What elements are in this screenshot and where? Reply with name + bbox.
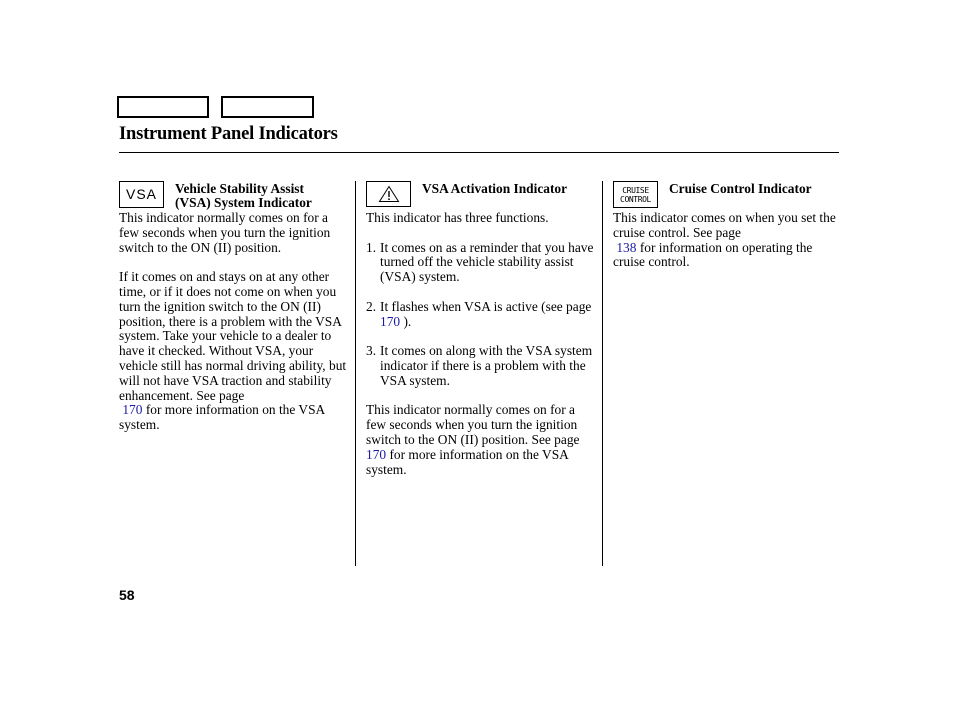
page-link[interactable]: 170 (380, 313, 401, 329)
page-link[interactable]: 170 (366, 446, 387, 462)
section-heading (175, 182, 312, 210)
paragraph (613, 211, 839, 270)
column-divider (602, 181, 603, 566)
paragraph-text: This indicator comes on when you set the cruise control. See page (613, 210, 836, 240)
page-title: Instrument Panel Indicators (119, 124, 338, 144)
vsa-system-indicator-section (119, 181, 347, 448)
paragraph-text: for more information on the VSA system. (366, 446, 569, 477)
list-text-part: ). (403, 313, 412, 329)
section-heading: VSA Activation Indicator (422, 181, 568, 196)
paragraph: This indicator has three functions. (366, 210, 549, 225)
section-header (119, 181, 347, 211)
page-number: 58 (119, 587, 135, 603)
list-number: 2. (366, 298, 377, 314)
page-link[interactable]: 170 (122, 402, 143, 418)
heading-line: Vehicle Stability Assist (175, 181, 304, 196)
paragraph-text: for more information on the VSA system. (119, 402, 325, 433)
vsa-icon: VSA (119, 181, 164, 208)
list-number: 3. (366, 343, 377, 359)
list-item (366, 241, 594, 285)
list-text-part: It flashes when VSA is active (see page (380, 298, 592, 314)
section-body (613, 211, 839, 270)
column-divider (355, 181, 356, 566)
cruise-control-indicator-section (613, 181, 839, 285)
heading-line: (VSA) System Indicator (175, 195, 312, 210)
icon-label: CRUISE (622, 185, 649, 195)
list-text: It comes on as a reminder that you have turned off the vehicle stability assist (VSA) system. (380, 239, 594, 285)
list-number: 1. (366, 239, 377, 255)
list-item (366, 344, 594, 388)
section-header (366, 181, 594, 211)
paragraph (119, 270, 347, 433)
page-link[interactable]: 138 (616, 239, 637, 255)
cruise-control-icon (613, 181, 658, 208)
list-text: It comes on along with the VSA system indicator if there is a problem with the VSA system. (380, 343, 593, 388)
nav-button-previous[interactable] (117, 96, 209, 118)
section-body (366, 211, 594, 477)
vsa-activation-indicator-section (366, 181, 594, 492)
paragraph-text: for information on operating the cruise control. (613, 239, 813, 270)
section-heading: Cruise Control Indicator (669, 181, 812, 196)
title-divider (119, 152, 839, 153)
paragraph-text: This indicator normally comes on for a few seconds when you turn the ignition switch to the ON (II) position. See page (366, 402, 580, 447)
section-body (119, 211, 347, 433)
list-item (366, 300, 594, 330)
paragraph (366, 403, 594, 477)
nav-button-next[interactable] (221, 96, 314, 118)
warning-triangle-icon (366, 181, 411, 207)
list-text (380, 300, 594, 330)
section-header (613, 181, 839, 211)
paragraph: This indicator normally comes on for a few seconds when you turn the ignition switch to the ON (II) position. (119, 210, 331, 255)
icon-label: CONTROL (620, 194, 651, 204)
paragraph-text: If it comes on and stays on at any other time, or if it does not come on when you turn the ignition switch to the ON (II) position, there is a problem with the VSA system. Take your vehicle to a dealer to have it checked. Without VSA, your vehicle still has normal driving ability, but will not have VSA traction and stability enhancement. See page (119, 269, 347, 403)
